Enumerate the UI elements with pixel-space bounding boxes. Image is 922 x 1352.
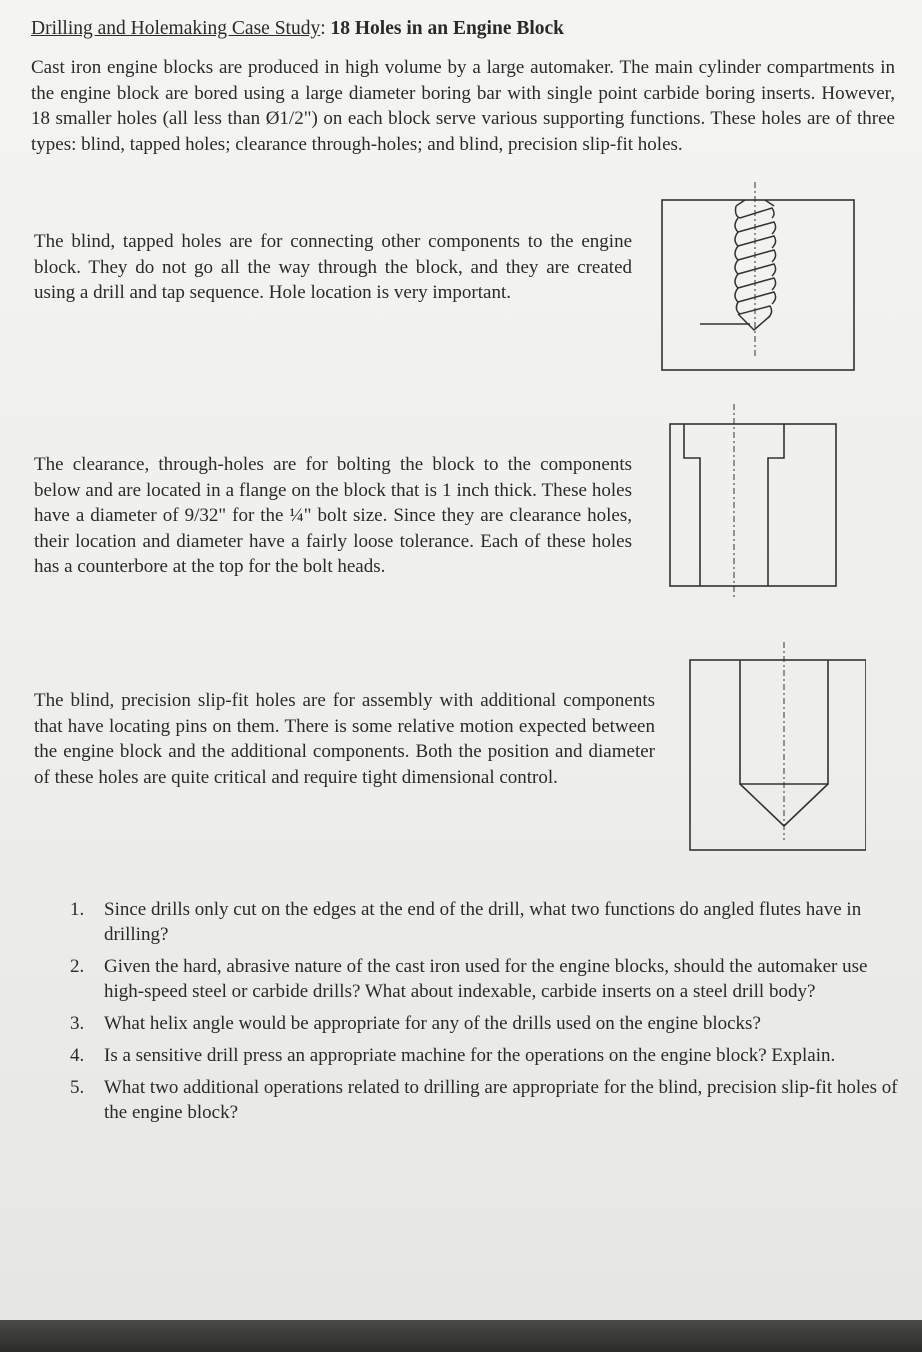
question-item	[70, 1075, 910, 1125]
question-item	[70, 1043, 910, 1068]
question-number: 3.	[70, 1013, 85, 1034]
intro-paragraph: Cast iron engine blocks are produced in high volume by a large automaker. The main cylinder compartments in the engine block are bored using a large diameter boring bar with single point carbide boring inserts. However, 18 smaller holes (all less than Ø1/2") on each block serve various supporting functions. These holes are of three types: blind, tapped holes; clearance through-holes; and blind, precision slip-fit holes.	[31, 57, 895, 155]
question-text: Given the hard, abrasive nature of the cast iron used for the engine blocks, should the automaker use high-speed steel or carbide drills? What about indexable, carbide inserts on a steel drill body?	[104, 956, 868, 1002]
question-item	[70, 1011, 910, 1036]
question-text: What two additional operations related to drilling are appropriate for the blind, precision slip-fit holes of the engine block?	[104, 1077, 898, 1123]
question-item	[70, 897, 910, 947]
title-colon: :	[320, 18, 326, 39]
title-bold: 18 Holes in an Engine Block	[330, 18, 565, 39]
slip-fit-holes-paragraph: The blind, precision slip-fit holes are for assembly with additional components that have locating pins on them. There is some relative motion expected between the engine block and the additional components. Both the position and diameter of these holes are quite critical and require tight dimensional control.	[34, 690, 655, 788]
question-text: Is a sensitive drill press an appropriate machine for the operations on the engine block? Explain.	[104, 1045, 836, 1066]
question-item	[70, 954, 910, 1004]
slip-fit-hole-diagram	[680, 640, 866, 860]
block-outline	[690, 660, 866, 850]
table-surface	[0, 1320, 922, 1352]
flange-outline	[670, 424, 836, 586]
question-number: 5.	[70, 1077, 85, 1098]
tapped-hole-diagram	[650, 178, 865, 378]
question-number: 4.	[70, 1045, 85, 1066]
question-number: 1.	[70, 899, 85, 920]
clearance-holes-paragraph: The clearance, through-holes are for bolting the block to the components below and are located in a flange on the block that is 1 inch thick. These holes have a diameter of 9/32" for the ¼" bolt size. Since they are clearance holes, their location and diameter have a fairly loose tolerance. Each of these holes has a counterbore at the top for the bolt heads.	[34, 454, 632, 577]
question-text: Since drills only cut on the edges at the end of the drill, what two functions do angled flutes have in drilling?	[104, 899, 862, 945]
counterbored-through-hole-diagram	[660, 400, 844, 610]
thread-profile	[700, 200, 776, 330]
block-outline	[662, 200, 854, 370]
tapped-holes-paragraph: The blind, tapped holes are for connecting other components to the engine block. They do not go all the way through the block, and they are created using a drill and tap sequence. Hole location is very important.	[34, 231, 632, 303]
question-text: What helix angle would be appropriate for any of the drills used on the engine blocks?	[104, 1013, 761, 1034]
questions-list	[70, 897, 910, 1132]
document-title	[31, 18, 671, 40]
title-underlined: Drilling and Holemaking Case Study	[31, 18, 321, 39]
question-number: 2.	[70, 956, 85, 977]
